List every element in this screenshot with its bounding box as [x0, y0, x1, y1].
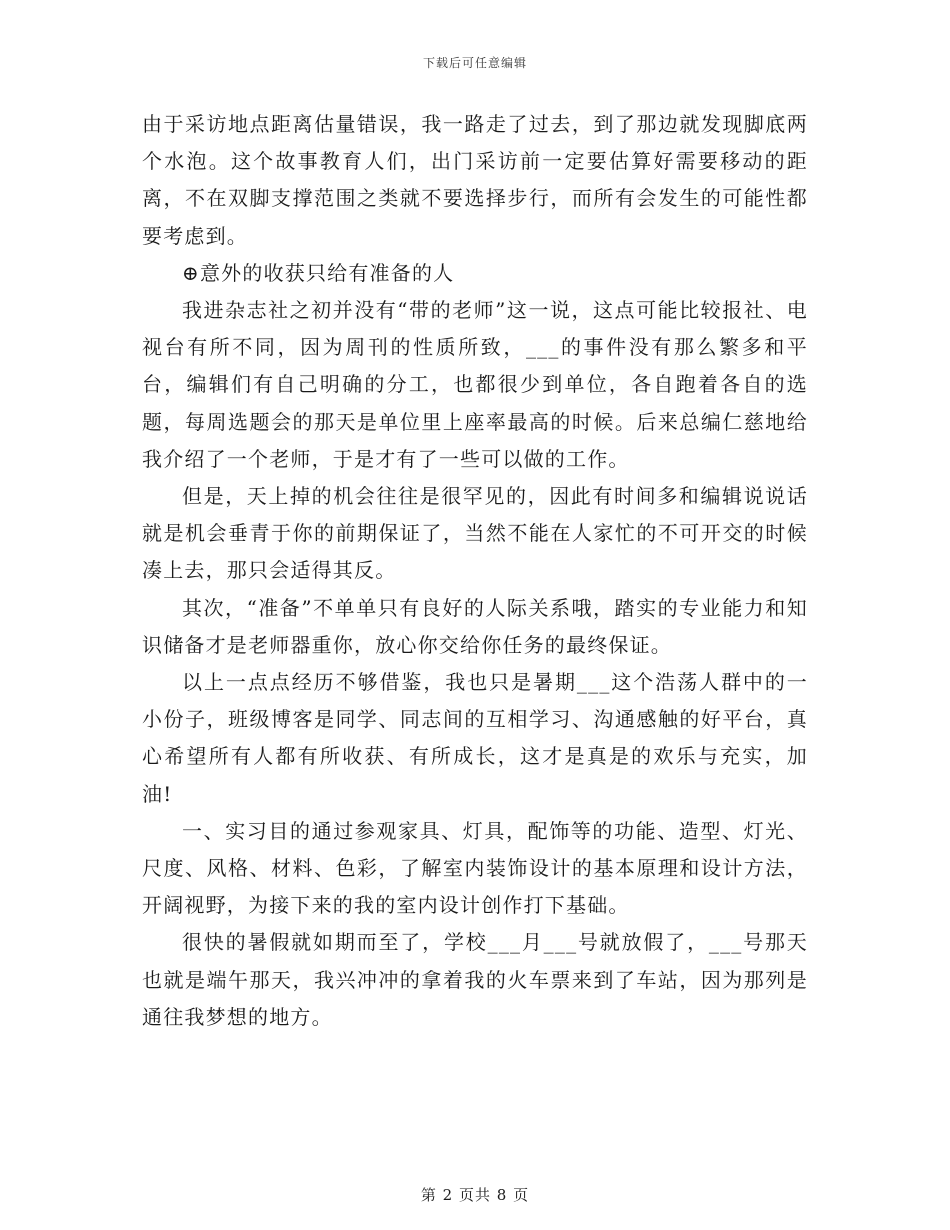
page-footer: 第 2 页共 8 页 [420, 1186, 530, 1204]
paragraph: 以上一点点经历不够借鉴，我也只是暑期___这个浩荡人群中的一小份子，班级博客是同学、同志间的互相学习、沟通感触的好平台，真心希望所有人都有所收获、有所成长，这才是真是的欢乐与充实，加油! [142, 670, 808, 806]
paragraph: 很快的暑假就如期而至了，学校___月___号就放假了，___号那天也就是端午那天，我兴冲冲的拿着我的火车票来到了车站，因为那列是通往我梦想的地方。 [142, 930, 808, 1029]
paragraph: 由于采访地点距离估量错误，我一路走了过去，到了那边就发现脚底两个水泡。这个故事教育人们，出门采访前一定要估算好需要移动的距离，不在双脚支撑范围之类就不要选择步行，而所有会发生的可能性都要考虑到。 [142, 112, 808, 248]
paragraph: 一、实习目的通过参观家具、灯具，配饰等的功能、造型、灯光、尺度、风格、材料、色彩，了解室内装饰设计的基本原理和设计方法，开阔视野，为接下来的我的室内设计创作打下基础。 [142, 818, 808, 918]
document-body [142, 106, 808, 1036]
section-heading: ⊕意外的收获只给有准备的人 [182, 260, 455, 285]
paragraph: 我进杂志社之初并没有“带的老师”这一说，这点可能比较报社、电视台有所不同，因为周刊的性质所致，___的事件没有那么繁多和平台，编辑们有自己明确的分工，也都很少到单位，各自跑着各自的选题，每周选题会的那天是单位里上座率最高的时候。后来总编仁慈地给我介绍了一个老师，于是才有了一些可以做的工作。 [142, 298, 808, 471]
paragraph: 但是，天上掉的机会往往是很罕见的，因此有时间多和编辑说说话就是机会垂青于你的前期保证了，当然不能在人家忙的不可开交的时候凑上去，那只会适得其反。 [142, 484, 808, 583]
page-header: 下载后可任意编辑 [422, 56, 527, 70]
paragraph: 其次，“准备”不单单只有良好的人际关系哦，踏实的专业能力和知识储备才是老师器重你，放心你交给你任务的最终保证。 [142, 595, 808, 657]
